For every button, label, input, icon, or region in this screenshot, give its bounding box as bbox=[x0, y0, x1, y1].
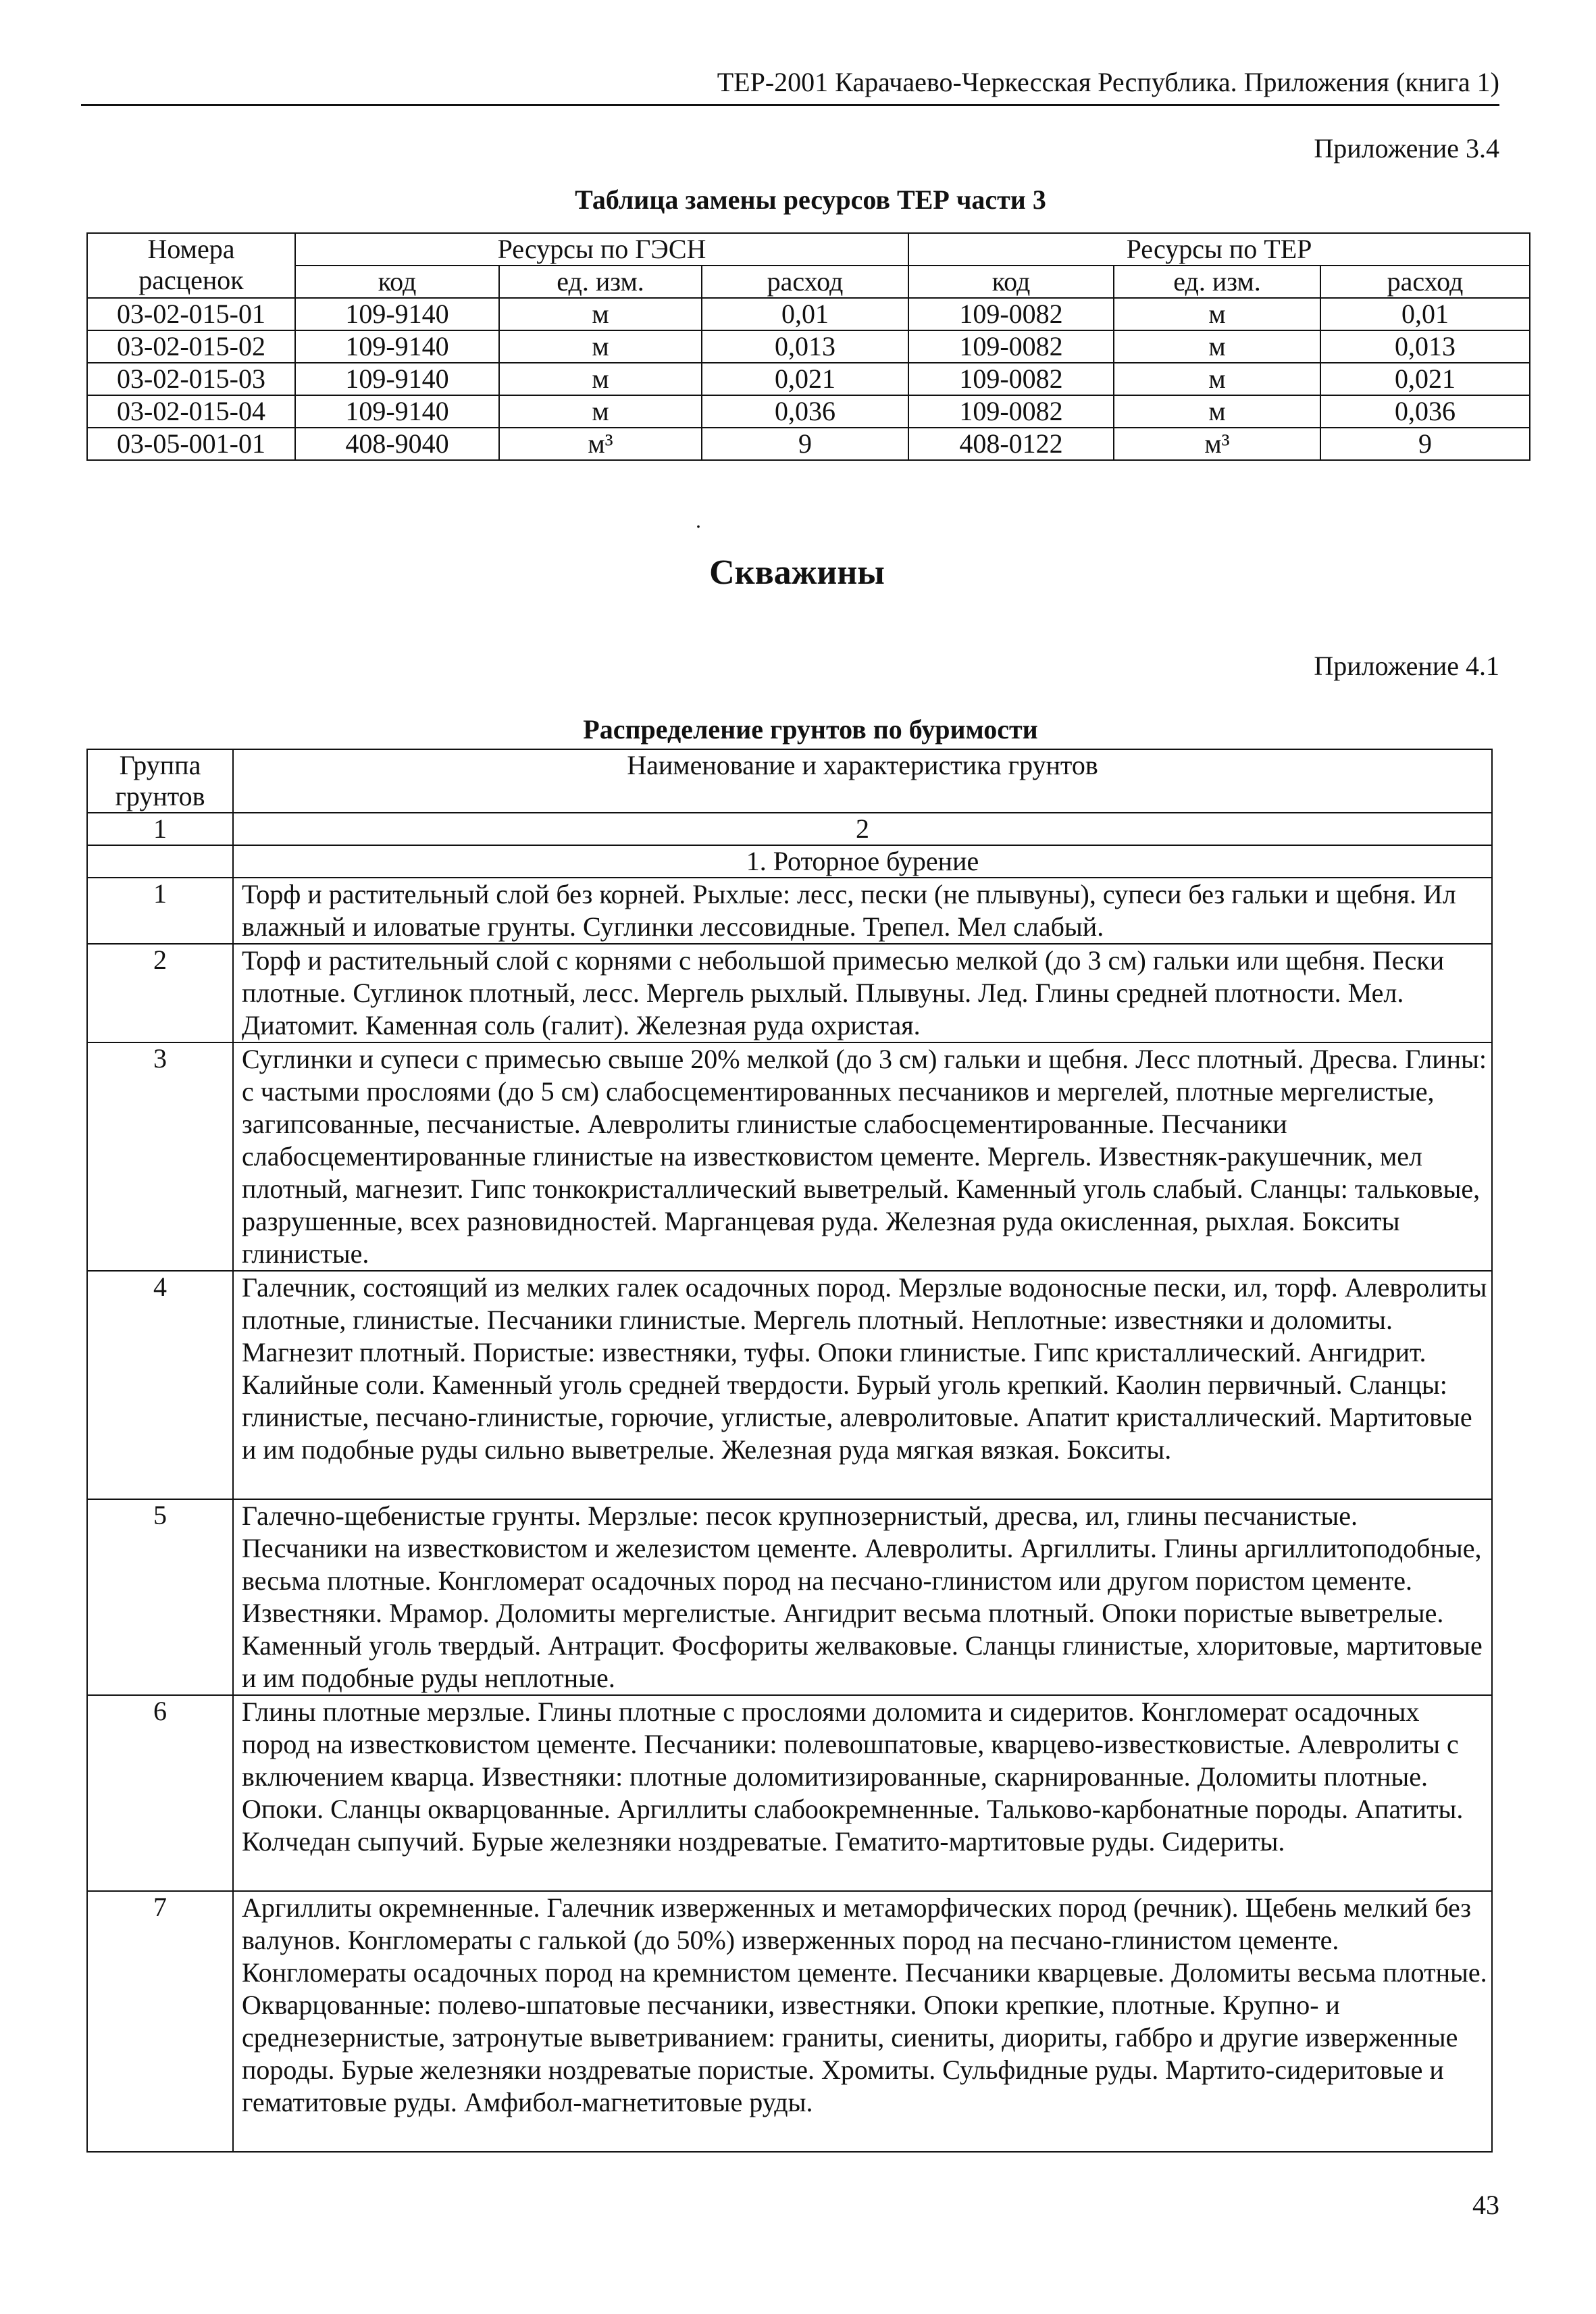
cell-ter-qty: 0,01 bbox=[1320, 298, 1530, 330]
table-row bbox=[87, 428, 1530, 460]
table-row bbox=[87, 1891, 1492, 2152]
table-caption-soils: Распределение грунтов по буримости bbox=[583, 714, 1038, 745]
cell-ter-unit: м bbox=[1114, 298, 1320, 330]
header-ter-consumption: расход bbox=[1320, 266, 1530, 298]
table-header-row bbox=[87, 749, 1492, 813]
cell-gesn-qty: 9 bbox=[702, 428, 908, 460]
header-ter-unit: ед. изм. bbox=[1114, 266, 1320, 298]
cell-group: 4 bbox=[87, 1271, 233, 1499]
cell-gesn-unit: м bbox=[499, 298, 702, 330]
table-row bbox=[87, 395, 1530, 428]
cell-ter-unit: м³ bbox=[1114, 428, 1320, 460]
header-group-line1: Группа bbox=[119, 750, 201, 780]
subheading-row bbox=[87, 845, 1492, 878]
resource-replacement-table bbox=[86, 232, 1530, 461]
cell-gesn-qty: 0,013 bbox=[702, 330, 908, 363]
cell-ter-qty: 0,013 bbox=[1320, 330, 1530, 363]
cell-gesn-unit: м bbox=[499, 395, 702, 428]
cell-description: Торф и растительный слой без корней. Рыхлые: лесс, пески (не плывуны), супеси без гальки и щебня. Ил влажный и иловатые грунты. Суглинки лессовидные. Трепел. Мел слабый. bbox=[233, 878, 1492, 944]
header-gesn-consumption: расход bbox=[702, 266, 908, 298]
cell-gesn-qty: 0,01 bbox=[702, 298, 908, 330]
header-rates bbox=[87, 233, 295, 298]
column-number-row bbox=[87, 813, 1492, 845]
table-row bbox=[87, 1695, 1492, 1891]
subheading-empty-cell bbox=[87, 845, 233, 878]
cell-gesn-code: 109-9140 bbox=[295, 395, 499, 428]
cell-ter-qty: 0,036 bbox=[1320, 395, 1530, 428]
cell-group: 6 bbox=[87, 1695, 233, 1891]
cell-gesn-qty: 0,021 bbox=[702, 363, 908, 395]
cell-gesn-qty: 0,036 bbox=[702, 395, 908, 428]
cell-gesn-unit: м bbox=[499, 363, 702, 395]
table-row bbox=[87, 298, 1530, 330]
cell-ter-unit: м bbox=[1114, 395, 1320, 428]
table-row bbox=[87, 944, 1492, 1042]
cell-description: Глины плотные мерзлые. Глины плотные с прослоями доломита и сидеритов. Конгломерат осадочных пород на известковистом цементе. Песчаники: полевошпатовые, кварцево-известковистые. Алевролиты с включением кварца. Известняки: плотные доломитизированные, скарнированные. Доломиты плотные. Опоки. Сланцы окварцованные. Аргиллиты слабоокремненные. Тальково-карбонатные породы. Апатиты. Колчедан сыпучий. Бурые железняки ноздреватые. Гематито-мартитовые руды. Сидериты. bbox=[233, 1695, 1492, 1891]
cell-group: 1 bbox=[87, 878, 233, 944]
cell-group: 3 bbox=[87, 1042, 233, 1271]
cell-gesn-code: 408-9040 bbox=[295, 428, 499, 460]
page-number: 43 bbox=[1472, 2190, 1499, 2220]
section-title: Скважины bbox=[709, 553, 885, 592]
cell-ter-code: 109-0082 bbox=[908, 395, 1114, 428]
cell-ter-qty: 9 bbox=[1320, 428, 1530, 460]
cell-ter-code: 408-0122 bbox=[908, 428, 1114, 460]
header-gesn: Ресурсы по ГЭСН bbox=[295, 233, 908, 266]
table-subheader-row bbox=[87, 266, 1530, 298]
cell-ter-code: 109-0082 bbox=[908, 298, 1114, 330]
table-caption-resources: Таблица замены ресурсов ТЕР части 3 bbox=[575, 184, 1046, 215]
cell-description: Аргиллиты окремненные. Галечник изверженных и метаморфических пород (речник). Щебень мелкий без валунов. Конгломераты с галькой (до 50%) изверженных пород на песчано-глинистом цементе. Конгломераты осадочных пород на кремнистом цементе. Песчаники кварцевые. Доломиты весьма плотные. Окварцованные: полево-шпатовые песчаники, известняки. Опоки крепкие, плотные. Крупно- и среднезернистые, затронутые выветриванием: граниты, сиениты, диориты, габбро и другие изверженные породы. Бурые железняки ноздреватые пористые. Хромиты. Сульфидные руды. Мартито-сидеритовые и гематитовые руды. Амфибол-магнетитовые руды. bbox=[233, 1891, 1492, 2152]
table-row bbox=[87, 363, 1530, 395]
table-header-row bbox=[87, 233, 1530, 266]
header-group-line2: грунтов bbox=[115, 781, 205, 811]
cell-group: 2 bbox=[87, 944, 233, 1042]
cell-rate: 03-05-001-01 bbox=[87, 428, 295, 460]
cell-gesn-unit: м³ bbox=[499, 428, 702, 460]
appendix-label-4-1: Приложение 4.1 bbox=[1314, 651, 1499, 681]
cell-description: Торф и растительный слой с корнями с небольшой примесью мелкой (до 3 см) гальки или щебня. Пески плотные. Суглинок плотный, лесс. Мергель рыхлый. Плывуны. Лед. Глины средней плотности. Мел. Диатомит. Каменная соль (галит). Железная руда охристая. bbox=[233, 944, 1492, 1042]
table-row bbox=[87, 1042, 1492, 1271]
cell-ter-unit: м bbox=[1114, 330, 1320, 363]
column-number-1: 1 bbox=[87, 813, 233, 845]
cell-gesn-code: 109-9140 bbox=[295, 330, 499, 363]
table-row bbox=[87, 330, 1530, 363]
header-gesn-unit: ед. изм. bbox=[499, 266, 702, 298]
appendix-label-3-4: Приложение 3.4 bbox=[1314, 133, 1499, 164]
header-rates-line1: Номера bbox=[147, 234, 235, 264]
cell-rate: 03-02-015-03 bbox=[87, 363, 295, 395]
cell-ter-code: 109-0082 bbox=[908, 363, 1114, 395]
header-group bbox=[87, 749, 233, 813]
subheading-rotary-drilling: 1. Роторное бурение bbox=[233, 845, 1492, 878]
cell-description: Галечно-щебенистые грунты. Мерзлые: песок крупнозернистый, дресва, ил, глины песчанистые. Песчаники на известковистом и железистом цементе. Алевролиты. Аргиллиты. Глины аргиллитоподобные, весьма плотные. Конгломерат осадочных пород на песчано-глинистом или другом пористом цементе. Известняки. Мрамор. Доломиты мергелистые. Ангидрит весьма плотный. Опоки пористые выветрелые. Каменный уголь твердый. Антрацит. Фосфориты желваковые. Сланцы глинистые, хлоритовые, мартитовые и им подобные руды неплотные. bbox=[233, 1499, 1492, 1695]
cell-description: Галечник, состоящий из мелких галек осадочных пород. Мерзлые водоносные пески, ил, торф. Алевролиты плотные, глинистые. Песчаники глинистые. Мергель плотный. Неплотные: известняки и доломиты. Магнезит плотный. Пористые: известняки, туфы. Опоки глинистые. Гипс кристаллический. Ангидрит. Калийные соли. Каменный уголь средней твердости. Бурый уголь крепкий. Каолин первичный. Сланцы: глинистые, песчано-глинистые, горючие, углистые, алевролитовые. Апатит кристаллический. Мартитовые и им подобные руды сильно выветрелые. Железная руда мягкая вязкая. Бокситы. bbox=[233, 1271, 1492, 1499]
header-name: Наименование и характеристика грунтов bbox=[233, 749, 1492, 813]
cell-description: Суглинки и супеси с примесью свыше 20% мелкой (до 3 см) гальки и щебня. Лесс плотный. Дресва. Глины: с частыми прослоями (до 5 см) слабосцементированных песчаников и мергелей, плотные мергелистые, загипсованные, песчанистые. Алевролиты глинистые слабосцементированные. Песчаники слабосцементированные глинистые на известковистом цементе. Мергель. Известняк-ракушечник, мел плотный, магнезит. Гипс тонкокристаллический выветрелый. Каменный уголь слабый. Сланцы: тальковые, разрушенные, всех разновидностей. Марганцевая руда. Железная руда окисленная, рыхлая. Бокситы глинистые. bbox=[233, 1042, 1492, 1271]
table-row bbox=[87, 1499, 1492, 1695]
column-number-2: 2 bbox=[233, 813, 1492, 845]
cell-group: 7 bbox=[87, 1891, 233, 2152]
cell-ter-unit: м bbox=[1114, 363, 1320, 395]
cell-rate: 03-02-015-01 bbox=[87, 298, 295, 330]
cell-gesn-code: 109-9140 bbox=[295, 298, 499, 330]
cell-ter-qty: 0,021 bbox=[1320, 363, 1530, 395]
cell-rate: 03-02-015-02 bbox=[87, 330, 295, 363]
cell-group: 5 bbox=[87, 1499, 233, 1695]
header-ter-code: код bbox=[908, 266, 1114, 298]
header-ter: Ресурсы по ТЕР bbox=[908, 233, 1530, 266]
cell-ter-code: 109-0082 bbox=[908, 330, 1114, 363]
cell-rate: 03-02-015-04 bbox=[87, 395, 295, 428]
table-row bbox=[87, 878, 1492, 944]
stray-dot: . bbox=[696, 508, 701, 532]
header-rates-line2: расценок bbox=[138, 265, 244, 295]
cell-gesn-unit: м bbox=[499, 330, 702, 363]
running-header: ТЕР-2001 Карачаево-Черкесская Республика. Приложения (книга 1) bbox=[717, 67, 1499, 97]
cell-gesn-code: 109-9140 bbox=[295, 363, 499, 395]
header-rule bbox=[81, 104, 1499, 106]
table-row bbox=[87, 1271, 1492, 1499]
header-gesn-code: код bbox=[295, 266, 499, 298]
soil-drillability-table bbox=[86, 749, 1493, 2153]
